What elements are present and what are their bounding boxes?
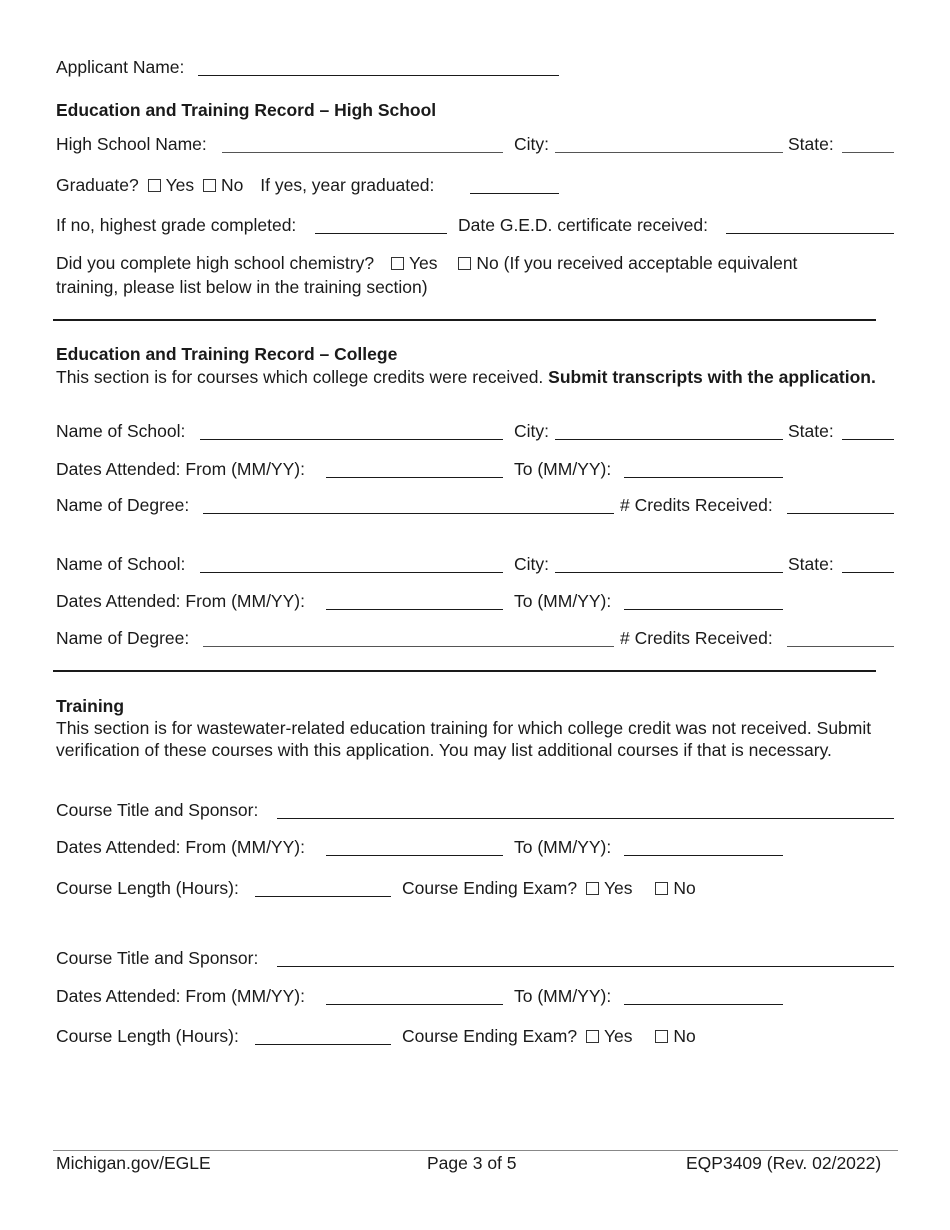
graduate-yes-label: Yes	[165, 175, 195, 195]
applicant-name-field[interactable]	[198, 75, 559, 76]
footer-page-number: Page 3 of 5	[427, 1153, 517, 1173]
chemistry-no-label: No (If you received acceptable equivalent	[476, 253, 798, 273]
course-2-exam-row	[402, 1024, 696, 1048]
course-2-to-label: To (MM/YY):	[514, 986, 612, 1006]
applicant-name-label: Applicant Name:	[56, 57, 185, 77]
course-1-exam-no-checkbox[interactable]	[655, 882, 668, 895]
college-2-degree-field[interactable]	[203, 646, 614, 647]
course-1-length-field[interactable]	[255, 896, 391, 897]
section-divider	[53, 319, 876, 321]
graduate-no-label: No	[221, 175, 244, 195]
course-2-exam-no-label: No	[673, 1026, 696, 1046]
course-1-title-label: Course Title and Sponsor:	[56, 800, 259, 820]
chemistry-question: Did you complete high school chemistry?	[56, 253, 375, 273]
course-1-exam-yes-label: Yes	[603, 878, 633, 898]
college-1-city-label: City:	[514, 421, 549, 441]
college-2-to-label: To (MM/YY):	[514, 591, 612, 611]
highest-grade-label: If no, highest grade completed:	[56, 215, 297, 235]
ged-date-field[interactable]	[726, 233, 894, 234]
college-2-to-field[interactable]	[624, 609, 783, 610]
course-1-exam-yes-checkbox[interactable]	[586, 882, 599, 895]
college-2-school-field[interactable]	[200, 572, 503, 573]
course-2-exam-yes-label: Yes	[603, 1026, 633, 1046]
course-2-exam-no-checkbox[interactable]	[655, 1030, 668, 1043]
course-2-title-field[interactable]	[277, 966, 894, 967]
high-school-city-label: City:	[514, 134, 549, 154]
high-school-state-field[interactable]	[842, 152, 894, 153]
college-2-state-label: State:	[788, 554, 834, 574]
graduate-yes-checkbox[interactable]	[148, 179, 161, 192]
course-2-exam-label: Course Ending Exam?	[402, 1026, 578, 1046]
college-2-dates-from-label: Dates Attended: From (MM/YY):	[56, 591, 305, 611]
ged-date-label: Date G.E.D. certificate received:	[458, 215, 708, 235]
year-graduated-label: If yes, year graduated:	[260, 175, 435, 195]
footer-website: Michigan.gov/EGLE	[56, 1153, 211, 1173]
college-1-credits-label: # Credits Received:	[620, 495, 773, 515]
high-school-name-field[interactable]	[222, 152, 503, 153]
college-1-to-label: To (MM/YY):	[514, 459, 612, 479]
college-2-degree-label: Name of Degree:	[56, 628, 190, 648]
college-2-credits-field[interactable]	[787, 646, 894, 647]
college-1-degree-field[interactable]	[203, 513, 614, 514]
college-1-to-field[interactable]	[624, 477, 783, 478]
chemistry-note: training, please list below in the training section)	[56, 277, 428, 297]
high-school-state-label: State:	[788, 134, 834, 154]
course-1-exam-no-label: No	[673, 878, 696, 898]
year-graduated-field[interactable]	[470, 193, 559, 194]
high-school-heading: Education and Training Record – High School	[56, 100, 437, 120]
college-1-school-field[interactable]	[200, 439, 503, 440]
college-heading: Education and Training Record – College	[56, 344, 398, 364]
section-divider	[53, 670, 876, 672]
college-1-dates-from-field[interactable]	[326, 477, 503, 478]
course-2-length-label: Course Length (Hours):	[56, 1026, 239, 1046]
college-intro-bold: Submit transcripts with the application.	[548, 367, 876, 387]
course-1-title-field[interactable]	[277, 818, 894, 819]
college-1-city-field[interactable]	[555, 439, 783, 440]
course-1-dates-from-label: Dates Attended: From (MM/YY):	[56, 837, 305, 857]
course-2-to-field[interactable]	[624, 1004, 783, 1005]
college-2-school-label: Name of School:	[56, 554, 186, 574]
course-2-dates-from-field[interactable]	[326, 1004, 503, 1005]
chemistry-yes-checkbox[interactable]	[391, 257, 404, 270]
college-2-state-field[interactable]	[842, 572, 894, 573]
course-2-title-label: Course Title and Sponsor:	[56, 948, 259, 968]
college-2-credits-label: # Credits Received:	[620, 628, 773, 648]
college-1-state-label: State:	[788, 421, 834, 441]
graduate-row	[56, 173, 434, 197]
footer-form-id: EQP3409 (Rev. 02/2022)	[686, 1153, 882, 1173]
college-intro	[56, 366, 876, 388]
course-1-length-label: Course Length (Hours):	[56, 878, 239, 898]
high-school-name-label: High School Name:	[56, 134, 207, 154]
course-1-to-field[interactable]	[624, 855, 783, 856]
course-2-length-field[interactable]	[255, 1044, 391, 1045]
course-2-dates-from-label: Dates Attended: From (MM/YY):	[56, 986, 305, 1006]
college-intro-text: This section is for courses which college credits were received.	[56, 367, 544, 387]
training-intro: This section is for wastewater-related education training for which college credit was not received. Submit verification of these courses with this application. You may list additional courses if that is necessary.	[56, 718, 872, 760]
course-1-to-label: To (MM/YY):	[514, 837, 612, 857]
course-2-exam-yes-checkbox[interactable]	[586, 1030, 599, 1043]
college-2-city-label: City:	[514, 554, 549, 574]
highest-grade-field[interactable]	[315, 233, 447, 234]
high-school-city-field[interactable]	[555, 152, 783, 153]
training-heading: Training	[56, 696, 125, 716]
chemistry-no-checkbox[interactable]	[458, 257, 471, 270]
college-1-school-label: Name of School:	[56, 421, 186, 441]
college-1-degree-label: Name of Degree:	[56, 495, 190, 515]
course-1-exam-label: Course Ending Exam?	[402, 878, 578, 898]
course-1-dates-from-field[interactable]	[326, 855, 503, 856]
college-1-dates-from-label: Dates Attended: From (MM/YY):	[56, 459, 305, 479]
course-1-exam-row	[402, 876, 696, 900]
chemistry-row	[56, 251, 797, 275]
college-1-state-field[interactable]	[842, 439, 894, 440]
chemistry-yes-label: Yes	[408, 253, 438, 273]
college-2-city-field[interactable]	[555, 572, 783, 573]
graduate-label: Graduate?	[56, 175, 139, 195]
college-2-dates-from-field[interactable]	[326, 609, 503, 610]
graduate-no-checkbox[interactable]	[203, 179, 216, 192]
college-1-credits-field[interactable]	[787, 513, 894, 514]
